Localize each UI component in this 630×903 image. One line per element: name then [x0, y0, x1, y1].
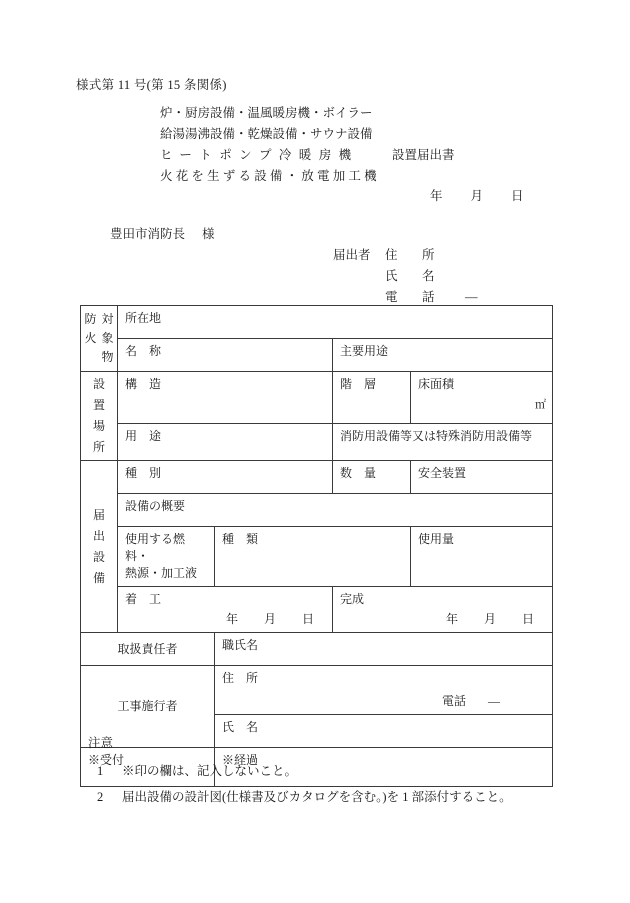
use-label: 用 途 — [125, 429, 162, 444]
table-row-dates — [81, 587, 553, 633]
equipment-label-char-4: 備 — [92, 570, 105, 585]
location-field[interactable] — [118, 306, 553, 339]
building-label-col-1 — [84, 310, 96, 367]
quantity-field[interactable] — [333, 461, 411, 494]
applicant-name-row — [333, 266, 478, 287]
form-number: 様式第 11 号(第 15 条関係) — [76, 78, 227, 92]
start-date-ymd — [125, 611, 326, 628]
start-day-label: 日 — [301, 612, 314, 626]
contractor-tel-group — [222, 693, 546, 710]
fuel-kind-label: 種 類 — [222, 532, 259, 546]
contractor-label: 工事施行者 — [117, 699, 178, 713]
date-day-label: 日 — [511, 189, 524, 203]
date-year-label: 年 — [430, 189, 443, 203]
building-name-label: 名 称 — [125, 344, 162, 358]
title-line-2: 給湯湯沸設備・乾燥設備・サウナ設備 — [160, 127, 373, 141]
equipment-type-field[interactable] — [118, 461, 333, 494]
complete-date-field[interactable] — [333, 587, 553, 633]
notes-heading: 注意 — [88, 736, 114, 750]
title-block — [160, 103, 560, 187]
note-number-2: 2 — [97, 790, 104, 804]
start-date-field[interactable] — [118, 587, 333, 633]
note-text-2: 届出設備の設計図(仕様書及びカタログを含む。)を 1 部添付すること。 — [122, 790, 512, 804]
contractor-name-label: 氏 名 — [222, 720, 259, 734]
floor-area-field[interactable] — [411, 372, 553, 424]
usage-amount-field[interactable] — [411, 527, 553, 587]
applicant-block — [333, 245, 478, 308]
equipment-outline-field[interactable] — [118, 494, 553, 527]
install-label-char-4: 所 — [92, 440, 105, 454]
start-label: 着 工 — [125, 592, 162, 606]
notes-section — [88, 733, 512, 810]
applicant-spacer-1 — [333, 266, 385, 287]
install-label-char-3: 場 — [92, 419, 105, 433]
building-name-field[interactable] — [118, 339, 333, 372]
manager-label: 取扱責任者 — [117, 641, 178, 656]
equipment-label-char-1: 届 — [92, 507, 105, 522]
note-text-1: ※印の欄は、記入しないこと。 — [122, 764, 298, 778]
applicant-address-label: 住 所 — [385, 248, 441, 262]
table-row-structure — [81, 372, 553, 424]
main-use-label: 主要用途 — [340, 344, 389, 358]
main-use-field[interactable] — [333, 339, 553, 372]
manager-label-cell — [81, 633, 215, 666]
complete-day-label: 日 — [522, 612, 535, 626]
note-item-1 — [88, 758, 512, 784]
submission-date — [430, 186, 524, 204]
table-row-fuel — [81, 527, 553, 587]
note-item-2 — [88, 784, 512, 810]
manager-title-name-label: 職氏名 — [222, 638, 259, 652]
building-vertical-label — [81, 306, 118, 372]
quantity-label: 数 量 — [340, 466, 377, 480]
applicant-tel-label: 電 話 — [385, 290, 441, 304]
structure-label: 構 造 — [125, 377, 162, 391]
building-label-char-2: 火 — [84, 331, 97, 345]
fuel-label-cell — [118, 527, 215, 587]
addressee-name: 豊田市消防長 — [110, 227, 186, 241]
applicant-address-row — [333, 245, 478, 266]
fuel-label-line-2: 熱源・加工液 — [125, 566, 198, 580]
install-label-char-2: 置 — [92, 398, 105, 412]
title-line-3 — [160, 145, 372, 166]
equipment-label-stack — [83, 505, 115, 589]
area-unit-label: ㎡ — [535, 399, 547, 411]
contractor-address-field[interactable] — [215, 666, 553, 715]
receipt-label: ※受付 — [88, 753, 125, 767]
applicant-heading: 届出者 — [333, 248, 371, 262]
applicant-tel-dash: — — [465, 290, 478, 304]
table-row-name-use — [81, 339, 553, 372]
contractor-tel-label: 電話 — [442, 694, 467, 708]
start-month-label: 月 — [263, 612, 276, 626]
table-row-location — [81, 306, 553, 339]
progress-label: ※経過 — [222, 753, 259, 767]
floor-label: 階 層 — [340, 377, 377, 391]
use-field[interactable] — [118, 424, 333, 461]
main-form-table — [80, 305, 553, 787]
equipment-label-char-2: 出 — [92, 528, 105, 543]
building-label-char-1: 防 — [84, 312, 97, 326]
complete-date-ymd — [340, 611, 546, 628]
install-label-char-1: 設 — [92, 377, 105, 391]
title-equipment-list — [160, 103, 380, 187]
date-month-label: 月 — [470, 189, 484, 203]
building-label-char-3: 対 — [101, 312, 114, 326]
title-line-3-text: ヒートポンプ冷暖房機 — [160, 148, 359, 162]
equipment-outline-label: 設備の概要 — [125, 499, 186, 513]
fuel-kind-field[interactable] — [215, 527, 411, 587]
contractor-address-label: 住 所 — [222, 671, 259, 685]
safety-device-field[interactable] — [411, 461, 553, 494]
install-place-vertical-label — [81, 372, 118, 461]
addressee — [110, 224, 215, 242]
manager-title-name-field[interactable] — [215, 633, 553, 666]
location-label: 所在地 — [125, 311, 162, 325]
install-place-label-stack — [83, 374, 115, 458]
start-year-label: 年 — [225, 612, 238, 626]
applicant-name-label: 氏 名 — [385, 269, 441, 283]
table-row-use-fireequip — [81, 424, 553, 461]
complete-label: 完成 — [340, 592, 365, 606]
title-line-4-text: 火花を生ずる設備・放電加工機 — [160, 169, 380, 183]
note-number-1: 1 — [97, 764, 104, 778]
building-label-col-2 — [102, 310, 114, 367]
table-row-equipment-outline — [81, 494, 553, 527]
complete-year-label: 年 — [445, 612, 458, 626]
document-title: 設置届出書 — [392, 148, 455, 162]
table-row-contractor-address — [81, 666, 553, 715]
equipment-vertical-label — [81, 461, 118, 633]
floor-field[interactable] — [333, 372, 411, 424]
safety-device-label: 安全装置 — [418, 466, 467, 480]
usage-amount-label: 使用量 — [418, 532, 455, 546]
equipment-label-char-3: 設 — [92, 549, 105, 564]
table-row-equipment-type — [81, 461, 553, 494]
structure-field[interactable] — [118, 372, 333, 424]
fuel-label-line-1: 使用する燃料・ — [125, 532, 186, 563]
table-row-manager — [81, 633, 553, 666]
fire-equipment-field[interactable] — [333, 424, 553, 461]
building-label-char-4: 象 — [101, 331, 114, 345]
title-line-1: 炉・厨房設備・温風暖房機・ボイラー — [160, 106, 373, 120]
building-label-char-5: 物 — [101, 350, 114, 364]
title-line-4 — [160, 166, 380, 187]
fire-equipment-label: 消防用設備等又は特殊消防用設備等 — [340, 429, 533, 444]
complete-month-label: 月 — [483, 612, 496, 626]
addressee-honorific: 様 — [202, 227, 215, 241]
equipment-type-label: 種 別 — [125, 466, 162, 480]
floor-area-label: 床面積 — [418, 377, 455, 391]
contractor-tel-dash: — — [488, 694, 501, 708]
